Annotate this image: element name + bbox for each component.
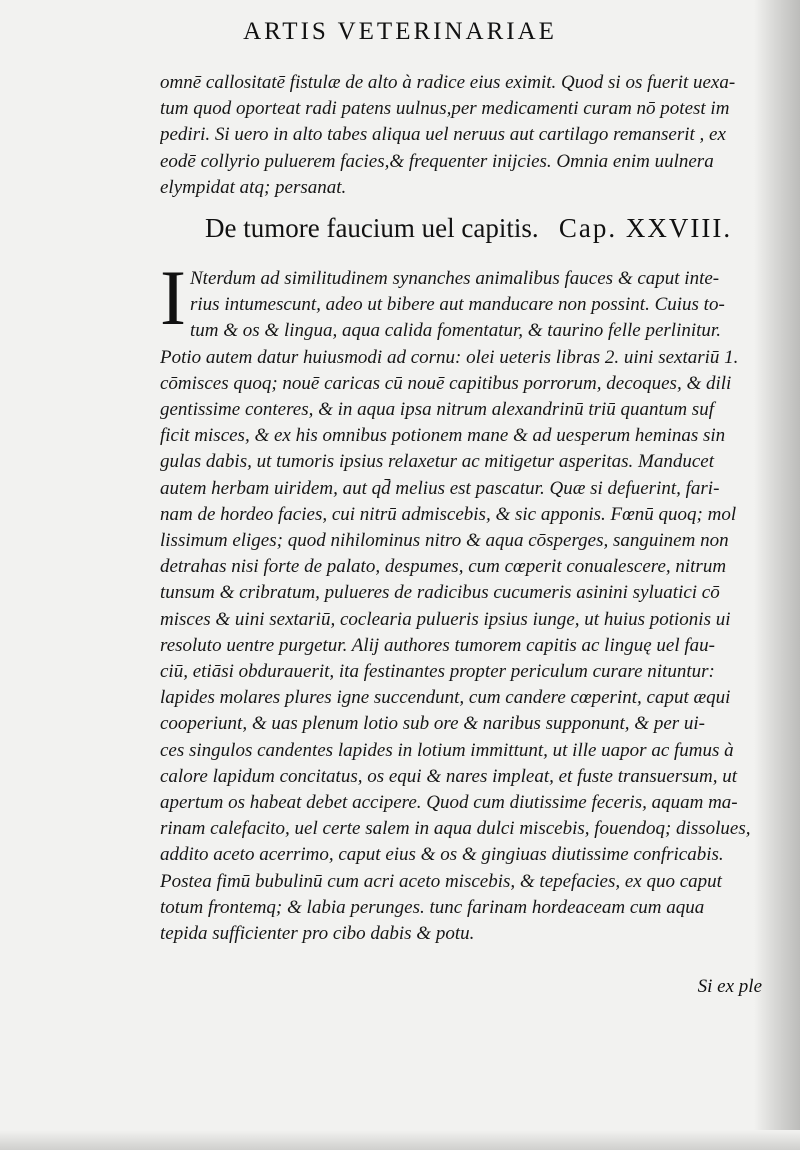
text-line: tum quod oporteat radi patens uulnus,per medicamenti curam nō potest im — [160, 98, 730, 120]
catchword: Si ex ple — [697, 976, 762, 997]
text-line: autem herbam uiridem, aut qd̄ melius est pascatur. Quæ si defuerint, fari- — [160, 477, 720, 499]
drop-cap-initial: I — [160, 254, 186, 341]
text-line: rinam calefacito, uel certe salem in aqua dulci miscebis, fouendoq; dissolues, — [160, 818, 751, 840]
text-line: misces & uini sextariū, coclearia pulueris ipsius iunge, ut huius potionis ui — [160, 608, 731, 630]
page-bottom-shadow — [0, 1130, 800, 1150]
text-line: addito aceto acerrimo, caput eius & os & gingiuas diutissime confricabis. — [160, 844, 724, 866]
text-line: cōmisces quoq; nouē caricas cū nouē capitibus porrorum, decoques, & dili — [160, 372, 732, 394]
text-line: lissimum eliges; quod nihilominus nitro & aqua cōsperges, sanguinem non — [160, 530, 729, 552]
chapter-body — [160, 266, 770, 947]
text-line: Postea fimū bubulinū cum acri aceto miscebis, & tepefacies, ex quo caput — [160, 870, 722, 892]
text-line: Nterdum ad similitudinem synanches animalibus fauces & caput inte- — [190, 268, 720, 289]
text-line: rius intumescunt, adeo ut bibere aut manducare non possint. Cuius to- — [190, 294, 725, 316]
text-line: pediri. Si uero in alto tabes aliqua uel neruus aut cartilago remanserit , ex — [160, 124, 726, 146]
text-line: ficit misces, & ex his omnibus potionem mane & ad uesperum heminas sin — [160, 425, 726, 447]
text-line: ciū, etiāsi obdurauerit, ita festinantes propter periculum curare nituntur: — [160, 661, 715, 683]
continued-paragraph — [160, 70, 770, 201]
text-line: totum frontemq; & labia perunges. tunc farinam hordeaceam cum aqua — [160, 896, 705, 918]
chapter-number: Cap. XXVIII. — [558, 213, 733, 243]
text-line: resoluto uentre purgetur. Alij authores tumorem capitis ac linguę uel fau- — [160, 634, 715, 656]
text-line: tum & os & lingua, aqua calida fomentatur, & taurino felle perlinitur. — [190, 320, 721, 342]
text-line: tunsum & cribratum, pulueres de radicibus cucumeris asinini syluatici cō — [160, 582, 720, 604]
text-line: gentissime conteres, & in aqua ipsa nitrum alexandrinū triū quantum suf — [160, 399, 714, 421]
text-line: detrahas nisi forte de palato, despumes, cum cœperit conualescere, nitrum — [160, 556, 727, 578]
text-line: apertum os habeat debet accipere. Quod cum diutissime feceris, aquam ma- — [160, 792, 738, 814]
text-line: gulas dabis, ut tumoris ipsius relaxetur ac mitigetur asperitas. Manducet — [160, 451, 714, 473]
text-line: ces singulos candentes lapides in lotium immittunt, ut ille uapor ac fumus à — [160, 739, 734, 761]
chapter-heading — [205, 213, 765, 244]
text-line: nam de hordeo facies, cui nitrū admiscebis, & sic apponis. Fœnū quoq; mol — [160, 503, 737, 525]
text-line: tepida sufficienter pro cibo dabis & potu. — [160, 923, 475, 945]
text-line: omnē callositatē fistulæ de alto à radice eius eximit. Quod si os fuerit uexa- — [160, 72, 736, 93]
text-line: elympidat atq; persanat. — [160, 176, 347, 198]
text-line: eodē collyrio puluerem facies,& frequenter inijcies. Omnia enim uulnera — [160, 150, 714, 172]
running-head: ARTIS VETERINARIAE — [243, 18, 557, 45]
text-line: lapides molares plures igne succendunt, cum candere cœperint, caput æqui — [160, 687, 731, 709]
chapter-title: De tumore faucium uel capitis. — [205, 213, 539, 243]
text-line: Potio autem datur huiusmodi ad cornu: olei ueteris libras 2. uini sextariū 1. — [160, 346, 739, 368]
text-line: cooperiunt, & uas plenum lotio sub ore & naribus supponunt, & per ui- — [160, 713, 706, 735]
text-line: calore lapidum concitatus, os equi & nares impleat, et fuste transuersum, ut — [160, 765, 737, 787]
